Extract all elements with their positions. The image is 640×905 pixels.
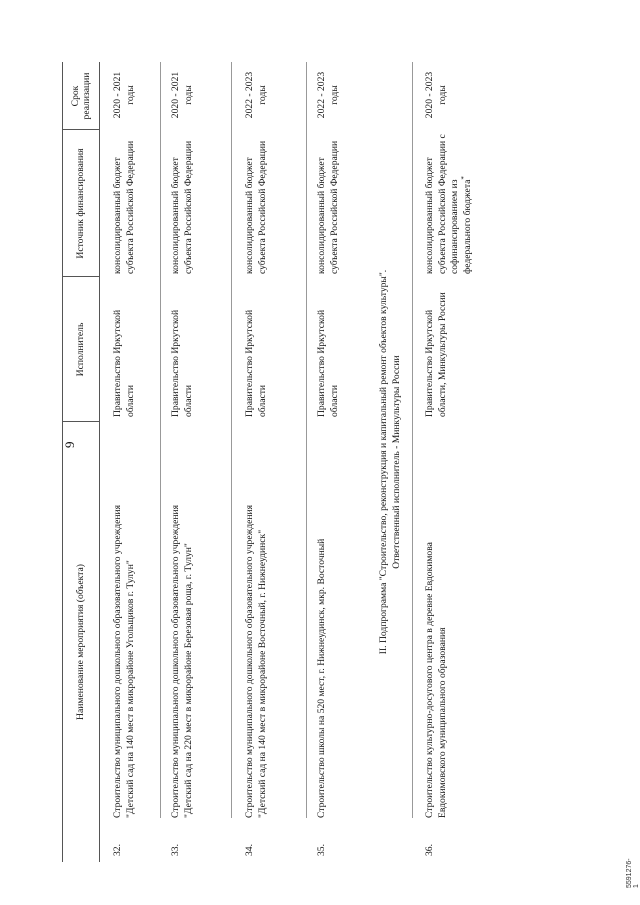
page-number: 9 — [62, 441, 77, 448]
row-term: 2020 - 2021 годы — [170, 71, 194, 119]
row-term: 2020 - 2023 годы — [424, 71, 448, 119]
header-executor: Исполнитель — [74, 322, 86, 377]
row-separator — [231, 62, 232, 818]
row-name: Строительство школы на 520 мест, г. Нижнеудинск, мкр. Восточный — [316, 538, 327, 818]
table-header — [62, 62, 100, 862]
rotated-table-sheet — [62, 62, 582, 862]
row-source: консолидированный бюджет субъекта Российской Федерации — [170, 140, 194, 274]
row-name: Строительство муниципального дошкольного образовательного учреждения "Детский сад на 140 мест в микрорайоне Восточный, г. Нижнеудинск" — [244, 504, 268, 818]
header-term: Срок реализации — [70, 72, 92, 120]
document-code: 5591276-1 — [626, 858, 640, 888]
row-term: 2022 - 2023 годы — [316, 71, 340, 119]
row-source-text: консолидированный бюджет субъекта Российской Федерации с софинансированием из федерального бюджета — [424, 134, 473, 274]
subprogram-title: II. Подпрограмма "Строительство, реконструкция и капитальный ремонт объектов культуры". — [378, 269, 389, 655]
subprogram-responsible: Ответственный исполнитель - Минкультуры России — [391, 355, 402, 569]
row-number: 32. — [112, 844, 123, 856]
row-source — [424, 134, 474, 274]
row-source: консолидированный бюджет субъекта Российской Федерации — [244, 140, 268, 274]
row-executor: Правительство Иркутской области, Минкультуры России — [424, 292, 448, 417]
footnote-mark: * — [459, 176, 468, 180]
row-name: Строительство культурно-досугового центра в деревне Евдокимова Евдокимовского муниципального образования — [424, 542, 448, 818]
row-number: 36. — [424, 844, 435, 856]
row-number: 33. — [170, 844, 181, 856]
row-separator — [306, 62, 307, 818]
row-term: 2020 - 2021 годы — [112, 71, 136, 119]
row-source: консолидированный бюджет субъекта Российской Федерации — [316, 140, 340, 274]
row-separator — [412, 62, 413, 818]
row-name: Строительство муниципального дошкольного образовательного учреждения "Детский сад на 140 мест в микрорайоне Угольщиков г. Тулун" — [112, 504, 136, 818]
row-executor: Правительство Иркутской области — [316, 309, 340, 417]
row-name: Строительство муниципального дошкольного образовательного учреждения "Детский сад на 220 мест в микрорайоне Березовая роща, г. Тулун" — [170, 504, 194, 818]
row-executor: Правительство Иркутской области — [170, 309, 194, 417]
row-term: 2022 - 2023 годы — [244, 71, 268, 119]
row-number: 34. — [244, 844, 255, 856]
row-executor: Правительство Иркутской области — [244, 309, 268, 417]
header-name: Наименование мероприятия (объекта) — [74, 564, 86, 720]
row-number: 35. — [316, 844, 327, 856]
header-source: Источник финансирования — [74, 148, 86, 259]
row-source: консолидированный бюджет субъекта Российской Федерации — [112, 140, 136, 274]
row-executor: Правительство Иркутской области — [112, 309, 136, 417]
row-separator — [160, 62, 161, 818]
